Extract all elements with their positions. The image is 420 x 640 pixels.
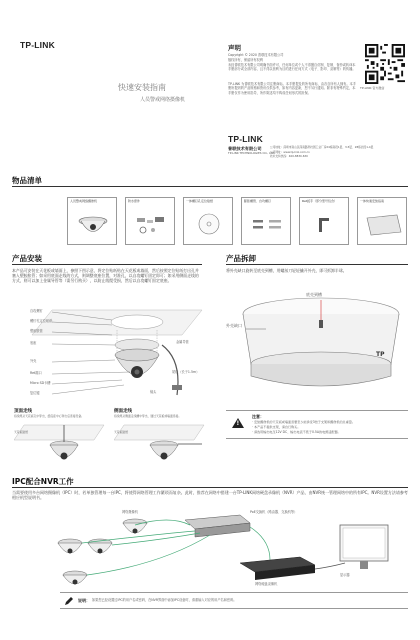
top-routing-diagram: [14, 420, 109, 472]
packing-item-label: 人员警戒网络摄像机: [70, 199, 98, 203]
label-cover: 外壳: [30, 359, 37, 363]
statement-rights: 版权所有，保留所有权利: [228, 57, 264, 62]
company-logo: TP-LINK: [228, 134, 263, 144]
label-reset: 复位键: [30, 391, 40, 395]
label-pipe: 金属导管: [176, 340, 189, 344]
qr-code-icon: [365, 44, 405, 84]
label-anchor: 塑胶胀管: [30, 329, 43, 333]
side-routing-desc: 将线缆从侧面走线槽中穿出，通过天花板或墙面连接。: [114, 414, 182, 418]
packing-item-screws: [241, 197, 291, 245]
statement-copyright: Copyright © 2020 普联技术有限公司: [228, 53, 284, 57]
guide-title: 快速安装指南: [118, 83, 166, 92]
qr-caption: TP-LINK 官方微信: [360, 86, 385, 90]
disassembly-text: 将外壳缺口旋转至底壳到槽，用螺丝刀轻轻撬开外壳，即可拆卸半球。: [226, 268, 347, 273]
install-text: 本产品可安装在天花板或墙面上，参照下图示意，将定位贴纸贴在天花板或墙面，然后按照定位贴纸打出孔并塞入塑胶胀管；如采用底面走线的方式，则调整底座位置，对准孔，以自攻螺钉固定即可；如采用侧面走线的方式，则可以加上金属导管等（需另行购买），以防止线缆受损，然后以自攻螺钉固定底座。: [12, 268, 199, 283]
notch-label: 外壳缺口: [226, 323, 242, 328]
disassembly-mark: TP: [376, 351, 385, 358]
nvr-rule: [12, 487, 408, 488]
label-ret-port: Ret端口: [30, 371, 42, 375]
company-address: 公司地址：深圳市南山区深南路科技园工业厂房24栋南段1层、3-5层、28栋北段1-4层: [270, 145, 374, 149]
packing-item-sticker: [183, 197, 233, 245]
packing-item-guide: [357, 197, 407, 245]
side-routing-label: 天花板贴纸: [114, 430, 128, 434]
side-routing-diagram: [114, 420, 209, 472]
side-routing-title: 侧面走线: [114, 409, 132, 414]
switch-label: PoE交换机（路由器、交换机等）: [250, 510, 298, 514]
disassembly-rule: [226, 264, 408, 265]
sticker-icon: [189, 212, 229, 238]
packing-item-wrench: [299, 197, 349, 245]
install-title: 产品安装: [12, 254, 42, 263]
warning-icon: [232, 418, 244, 428]
top-routing-desc: 将线缆从天花板孔中穿出，经底座中心穿出后连接设备。: [14, 414, 84, 418]
note-line-3: · 请选用输出电压12V DC、输出电流不低于0.5A的电源适配器。: [252, 430, 341, 434]
screws-icon: [247, 212, 287, 238]
nvr-device-label: 网络硬盘录像机: [255, 582, 278, 586]
label-base: 底座: [30, 341, 37, 345]
packing-item-label: 膨胀螺管、自攻螺钉: [244, 199, 272, 203]
label-lens: 镜头: [150, 390, 157, 394]
product-name: 人员警戒网络摄像机: [140, 97, 186, 103]
company-hotline: 技术支持热线：400-8830-630: [270, 154, 308, 158]
label-tail: 尾线（长于1.5m）: [172, 370, 200, 374]
label-screw: 自攻螺钉: [30, 309, 43, 313]
note-bottom-rule: [226, 438, 408, 439]
packing-item-label: 防水套件: [128, 199, 141, 203]
label-micro-sd: Micro SD卡槽: [30, 381, 51, 385]
disassembly-diagram: [226, 284, 408, 404]
packing-item-camera: [67, 197, 117, 245]
slot-label: 底壳到槽: [306, 292, 322, 297]
note-line-2: · 本产品不提供支架，请自行购买。: [252, 425, 301, 429]
top-routing-title: 顶面走线: [14, 409, 32, 414]
tip-bottom-rule: [60, 608, 408, 609]
company-website: 公司网址：www.tp-link.com.cn: [270, 150, 310, 154]
packing-rule: [12, 186, 408, 187]
tip-label: 说明：: [78, 598, 90, 603]
brand-logo: TP-LINK: [20, 40, 55, 50]
statement-body-1: 未经普联技术有限公司明确书面许可，任何单位或个人不得擅自仿制、复制、誊抄或转译本手册部分或全部内容，且不得以营利为目的进行任何方式（电子、影印、录制等）的传播。: [228, 63, 356, 72]
note-line-1: · 安装摄像机的天花板或墙面需要至少能承受3倍于支架和摄像机的总重量。: [252, 420, 355, 424]
guide-booklet-icon: [363, 212, 403, 238]
top-routing-label: 天花板贴纸: [14, 430, 28, 434]
nvr-text: 当需要使用多台网络摄像机（IPC）时，若单独管理每一台IPC，将使得网络管理工作繁琐而复杂。此时，推荐在网络中搭建一台TP-LINK网络硬盘录像机（NVR）产品，由NVR统一管理网络中的所有IPC。NVR设置方法请参考相应机型说明书。: [12, 490, 408, 501]
company-name-en: TP-LINK TECHNOLOGIES CO., LTD.: [228, 151, 276, 155]
install-rule: [12, 264, 202, 265]
packing-item-label: 一体螺钉孔定位贴纸: [186, 199, 214, 203]
camera-icon: [73, 212, 113, 238]
statement-title: 声明: [228, 44, 241, 52]
note-top-rule: [226, 410, 408, 411]
packing-item-label: 一体快速安装指南: [360, 199, 385, 203]
tip-top-rule: [60, 592, 408, 593]
label-sticker: 螺钉孔定位贴纸: [30, 319, 53, 323]
install-diagram: [12, 300, 207, 410]
packing-item-waterproof: [125, 197, 175, 245]
statement-body-2: TP-LINK 为普联技术有限公司注册商标。本手册提及的所有商标，由各自所有人拥有。本手册所提到的产品规格和资讯仅供参考，如有内容更新，恕不另行通知。除非有特殊约定，本手册仅作为使用指导，所作陈述均不构成任何形式的担保。: [228, 82, 356, 95]
wrench-icon: [305, 212, 345, 238]
nvr-title: IPC配合NVR工作: [12, 477, 74, 486]
disassembly-title: 产品拆卸: [226, 254, 256, 263]
waterproof-kit-icon: [131, 212, 171, 238]
monitor-label: 显示器: [340, 573, 350, 577]
company-name-cn: 普联技术有限公司: [228, 146, 262, 151]
tip-text: 如果您已经设置过IPC的用户名或密码，在NVR界面中添加IPC设备时，请重输入对应的用户名和密码。: [92, 598, 237, 602]
ipc-label: 网络摄像机: [122, 510, 138, 514]
pencil-icon: [64, 596, 74, 606]
packing-title: 物品清单: [12, 176, 42, 185]
note-title: 注意：: [252, 414, 264, 419]
packing-item-label: Ret扳手（部分型号包含）: [302, 199, 337, 203]
